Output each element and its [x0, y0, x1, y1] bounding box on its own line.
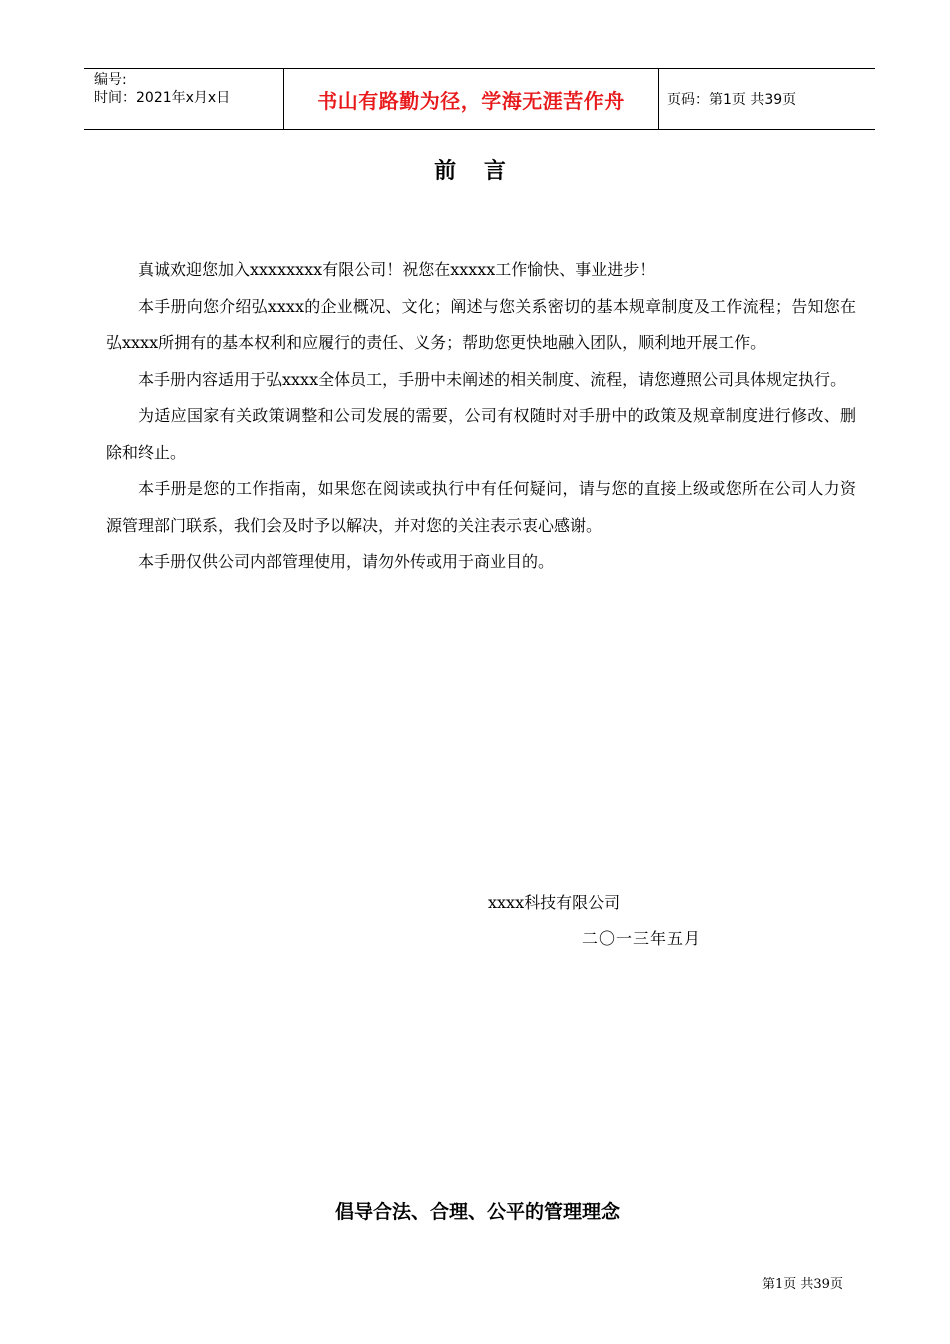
- header-page-label: 页码：第1页 共39页: [667, 92, 797, 108]
- paragraph-policy-changes: 为适应国家有关政策调整和公司发展的需要，公司有权随时对手册中的政策及规章制度进行修改、删除和终止。: [106, 406, 856, 462]
- paragraph-welcome: 真诚欢迎您加入xxxxxxxx有限公司！祝您在xxxxx工作愉快、事业进步！: [138, 260, 656, 279]
- paragraph-confidentiality: 本手册仅供公司内部管理使用，请勿外传或用于商业目的。: [138, 552, 555, 571]
- time-label: 时间：2021年x月x日: [94, 90, 231, 106]
- signature-date: 二〇一三年五月: [582, 929, 702, 948]
- preface-body: [106, 252, 856, 581]
- paragraph-guidance: 本手册是您的工作指南，如果您在阅读或执行中有任何疑问，请与您的直接上级或您所在公司人力资源管理部门联系，我们会及时予以解决，并对您的关注表示衷心感谢。: [106, 479, 856, 535]
- header-motto: 书山有路勤为径，学海无涯苦作舟: [284, 69, 659, 129]
- footer-page-number: 第1页 共39页: [762, 1277, 843, 1292]
- paragraph-introduction: 本手册向您介绍弘xxxx的企业概况、文化；阐述与您关系密切的基本规章制度及工作流程；告知您在弘xxxx所拥有的基本权利和应履行的责任、义务；帮助您更快地融入团队，顺利地开展工作。: [106, 296, 856, 352]
- paragraph-scope: 本手册内容适用于弘xxxx全体员工，手册中未阐述的相关制度、流程，请您遵照公司具体规定执行。: [138, 369, 847, 389]
- signature-company: xxxx科技有限公司: [488, 893, 621, 912]
- document-header: [84, 68, 875, 130]
- section-heading: 倡导合法、合理、公平的管理理念: [335, 1201, 621, 1223]
- page-title: 前 言: [434, 159, 516, 184]
- number-label: 编号:: [94, 72, 127, 88]
- header-meta: [84, 69, 284, 129]
